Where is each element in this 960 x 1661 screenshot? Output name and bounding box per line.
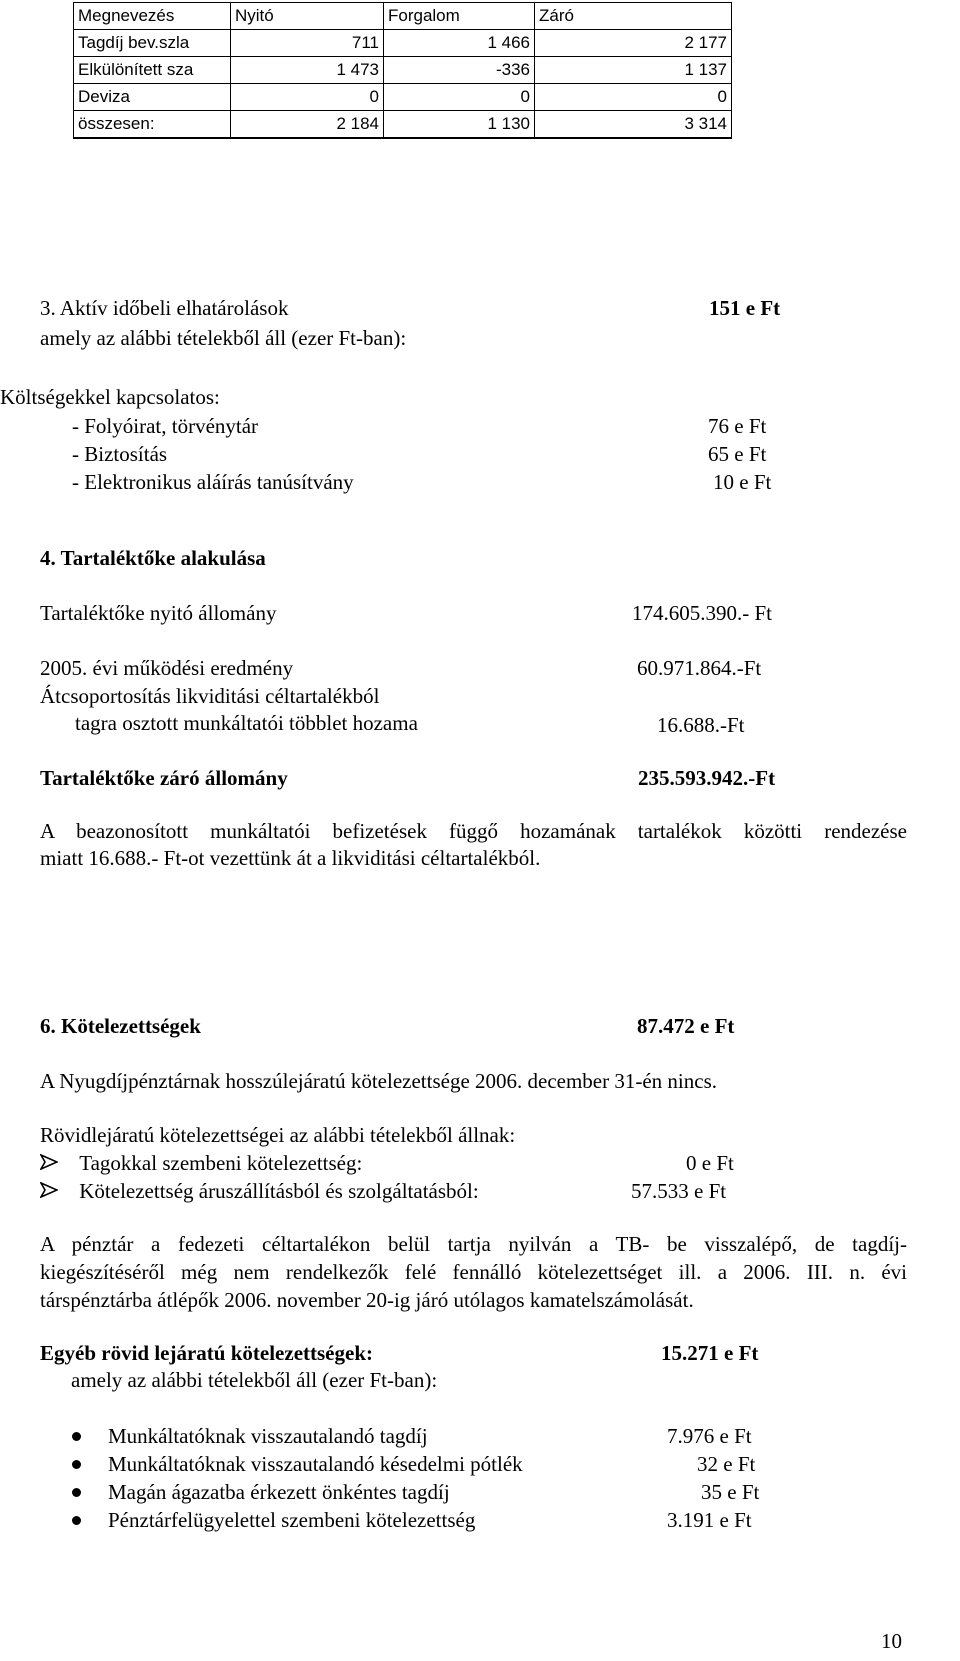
balance-table: [73, 2, 732, 139]
other-liabilities-title: Egyéb rövid lejáratú kötelezettségek:: [40, 1341, 373, 1365]
page-number: 10: [881, 1629, 902, 1653]
round-bullet-icon: [72, 1432, 81, 1441]
reserve-closing-value: 235.593.942.-Ft: [638, 766, 776, 790]
section4-title: 4. Tartaléktőke alakulása: [40, 546, 266, 570]
expense-item-value: 10 e Ft: [713, 470, 772, 494]
round-bullet-icon: [72, 1516, 81, 1525]
operating-result-label: 2005. évi működési eredmény: [40, 656, 294, 680]
reserve-note-line2: miatt 16.688.- Ft-ot vezettünk át a likviditási céltartalékból.: [40, 846, 541, 870]
table-cell: 1 473: [231, 57, 384, 84]
other-item-value: 7.976 e Ft: [667, 1424, 752, 1448]
table-cell: -336: [384, 57, 535, 84]
other-item-label: Pénztárfelügyelettel szembeni kötelezettség: [108, 1508, 476, 1532]
table-header: Forgalom: [384, 3, 535, 30]
round-bullet-icon: [72, 1488, 81, 1497]
table-cell: 0: [231, 84, 384, 111]
expense-item-value: 76 e Ft: [708, 414, 767, 438]
short-term-item-label: Kötelezettség áruszállításból és szolgáltatásból:: [79, 1179, 479, 1203]
table-cell: 1 137: [535, 57, 732, 84]
other-item-label: Magán ágazatba érkezett önkéntes tagdíj: [108, 1480, 450, 1504]
table-cell: 2 184: [231, 111, 384, 139]
expense-item-label: - Elektronikus aláírás tanúsítvány: [72, 470, 354, 494]
table-cell: Elkülönített sza: [74, 57, 231, 84]
table-cell: 2 177: [535, 30, 732, 57]
section6-amount: 87.472 e Ft: [637, 1014, 735, 1038]
short-term-intro: Rövidlejáratú kötelezettségei az alábbi tételekből állnak:: [40, 1123, 516, 1147]
expense-item-label: - Folyóirat, törvénytár: [72, 414, 259, 438]
other-item-label: Munkáltatóknak visszautalandó késedelmi pótlék: [108, 1452, 523, 1476]
table-header: Megnevezés: [74, 3, 231, 30]
operating-result-value: 60.971.864.-Ft: [637, 656, 762, 680]
expense-item-label: - Biztosítás: [72, 442, 168, 466]
arrow-bullet-icon: [40, 1179, 62, 1203]
table-cell: Tagdíj bev.szla: [74, 30, 231, 57]
table-cell: 0: [384, 84, 535, 111]
round-bullet-icon: [72, 1460, 81, 1469]
reserve-closing-label: Tartaléktőke záró állomány: [40, 766, 288, 790]
provision-para-line2: kiegészítéséről még nem rendelkezők felé fennálló kötelezettséget ill. a 2006. III. n. évi: [40, 1260, 907, 1284]
table-cell: 3 314: [535, 111, 732, 139]
expense-item-value: 65 e Ft: [708, 442, 767, 466]
reserve-opening-value: 174.605.390.- Ft: [632, 601, 773, 625]
short-term-item-value: 0 e Ft: [686, 1151, 734, 1175]
other-item-value: 35 e Ft: [701, 1480, 760, 1504]
table-header-row: [74, 3, 732, 30]
table-cell: Deviza: [74, 84, 231, 111]
short-term-item: [40, 1151, 362, 1175]
table-header: Záró: [535, 3, 732, 30]
table-cell: 1 466: [384, 30, 535, 57]
regroup-label-line1: Átcsoportosítás likviditási céltartalékból: [40, 684, 380, 708]
reserve-note-line1: A beazonosított munkáltatói befizetések függő hozamának tartalékok közötti rendezése: [40, 819, 907, 843]
provision-para-line3: társpénztárba átlépők 2006. november 20-ig járó utólagos kamatelszámolását.: [40, 1288, 694, 1312]
table-cell: 711: [231, 30, 384, 57]
other-item-label: Munkáltatóknak visszautalandó tagdíj: [108, 1424, 428, 1448]
table-cell: összesen:: [74, 111, 231, 139]
section6-title: 6. Kötelezettségek: [40, 1014, 201, 1038]
table-cell: 0: [535, 84, 732, 111]
regroup-value: 16.688.-Ft: [657, 713, 745, 737]
table-row: [74, 84, 732, 111]
short-term-item: [40, 1179, 479, 1203]
table-total-row: [74, 111, 732, 139]
section3-group-label: Költségekkel kapcsolatos:: [0, 385, 220, 409]
table-row: [74, 57, 732, 84]
table-row: [74, 30, 732, 57]
other-liabilities-subtitle: amely az alábbi tételekből áll (ezer Ft-ban):: [71, 1368, 438, 1392]
other-item-value: 3.191 e Ft: [667, 1508, 752, 1532]
section3-amount: 151 e Ft: [709, 296, 781, 320]
table-cell: 1 130: [384, 111, 535, 139]
arrow-bullet-icon: [40, 1151, 62, 1175]
reserve-opening-label: Tartaléktőke nyitó állomány: [40, 601, 277, 625]
provision-para-line1: A pénztár a fedezeti céltartalékon belül tartja nyilván a TB- be visszalépő, de tagdíj-: [40, 1232, 907, 1256]
short-term-item-value: 57.533 e Ft: [631, 1179, 727, 1203]
section3-subtitle: amely az alábbi tételekből áll (ezer Ft-ban):: [40, 326, 407, 350]
table-header: Nyitó: [231, 3, 384, 30]
section3-title: 3. Aktív időbeli elhatárolások: [40, 296, 289, 320]
long-term-liability-text: A Nyugdíjpénztárnak hosszúlejáratú kötelezettsége 2006. december 31-én nincs.: [40, 1069, 718, 1093]
short-term-item-label: Tagokkal szembeni kötelezettség:: [79, 1151, 363, 1175]
other-item-value: 32 e Ft: [697, 1452, 756, 1476]
regroup-label-line2: tagra osztott munkáltatói többlet hozama: [75, 711, 418, 735]
other-liabilities-amount: 15.271 e Ft: [661, 1341, 759, 1365]
